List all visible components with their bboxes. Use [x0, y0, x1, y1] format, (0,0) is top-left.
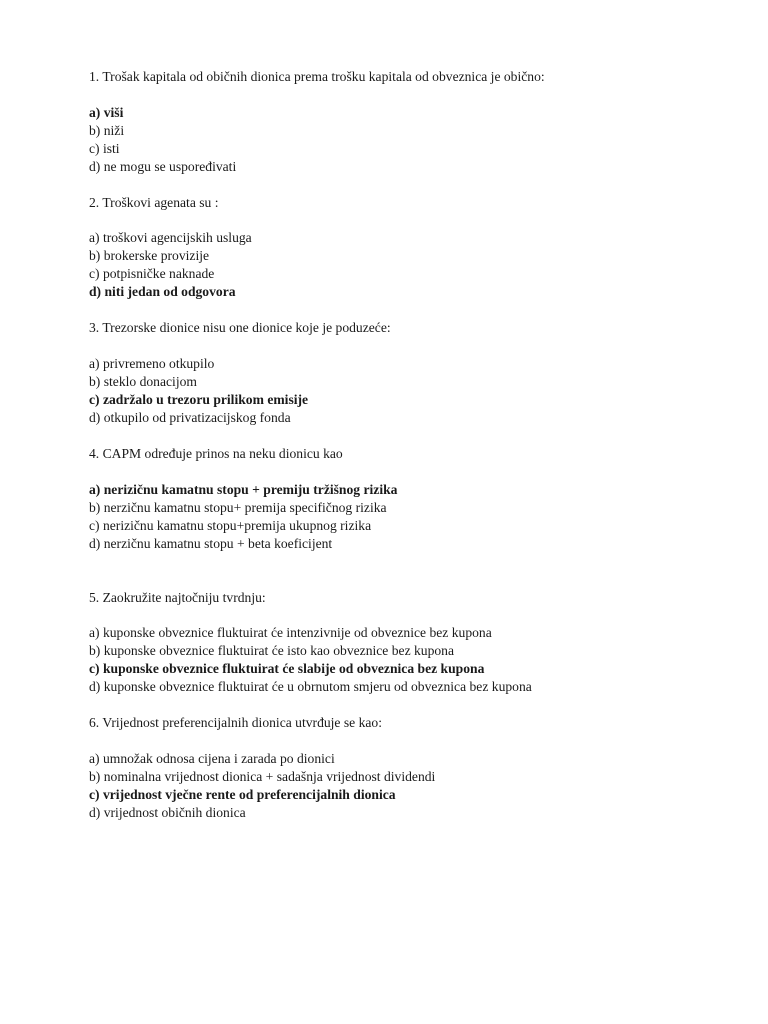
question-1-answer-b: b) niži	[89, 122, 125, 138]
question-3-answer-b: b) steklo donacijom	[89, 373, 197, 389]
question-1-answer-a: a) viši	[89, 104, 124, 120]
question-5-text: 5. Zaokružite najtočniju tvrdnju:	[89, 589, 266, 605]
question-5-answer-b: b) kuponske obveznice fluktuirat će isto kao obveznice bez kupona	[89, 643, 455, 659]
question-1-text: 1. Trošak kapitala od običnih dionica prema trošku kapitala od obveznica je obično:	[89, 69, 545, 84]
question-6-answer-c: c) vrijednost vječne rente od preferencijalnih dionica	[89, 786, 396, 802]
question-6-answer-d: d) vrijednost običnih dionica	[89, 804, 246, 820]
question-4-answer-b: b) nerzičnu kamatnu stopu+ premija specifičnog rizika	[89, 499, 387, 515]
question-2-answer-c: c) potpisničke naknade	[89, 266, 215, 282]
question-5-answer-c: c) kuponske obveznice fluktuirat će slabije od obveznica bez kupona	[89, 661, 485, 677]
question-5-answer-d: d) kuponske obveznice fluktuirat će u obrnutom smjeru od obveznica bez kupona	[89, 679, 532, 695]
question-4-answer-d: d) nerzičnu kamatnu stopu + beta koeficijent	[89, 535, 333, 551]
question-3-answer-a: a) privremeno otkupilo	[89, 355, 215, 371]
question-6-text: 6. Vrijednost preferencijalnih dionica utvrđuje se kao:	[89, 715, 382, 731]
question-3-answer-d: d) otkupilo od privatizacijskog fonda	[89, 409, 291, 425]
question-1-answer-d: d) ne mogu se uspoređivati	[89, 158, 237, 174]
question-3-answer-c: c) zadržalo u trezoru prilikom emisije	[89, 391, 309, 407]
question-6-answer-a: a) umnožak odnosa cijena i zarada po dionici	[89, 750, 335, 766]
question-2-answer-b: b) brokerske provizije	[89, 248, 210, 264]
question-2-answer-a: a) troškovi agencijskih usluga	[89, 230, 252, 246]
question-5-answer-a: a) kuponske obveznice fluktuirat će intenzivnije od obveznice bez kupona	[89, 625, 492, 641]
question-6-answer-b: b) nominalna vrijednost dionica + sadašnja vrijednost dividendi	[89, 768, 436, 784]
question-2-answer-d: d) niti jedan od odgovora	[89, 284, 236, 300]
question-4-answer-c: c) nerizičnu kamatnu stopu+premija ukupnog rizika	[89, 517, 372, 533]
question-3-text: 3. Trezorske dionice nisu one dionice koje je poduzeće:	[89, 320, 391, 336]
question-4-answer-a: a) nerizičnu kamatnu stopu + premiju tržišnog rizika	[89, 481, 398, 497]
question-1-answer-c: c) isti	[89, 140, 120, 156]
question-4-text: 4. CAPM određuje prinos na neku dionicu kao	[89, 445, 343, 461]
document-page	[89, 68, 749, 822]
question-2-text: 2. Troškovi agenata su :	[89, 194, 219, 210]
